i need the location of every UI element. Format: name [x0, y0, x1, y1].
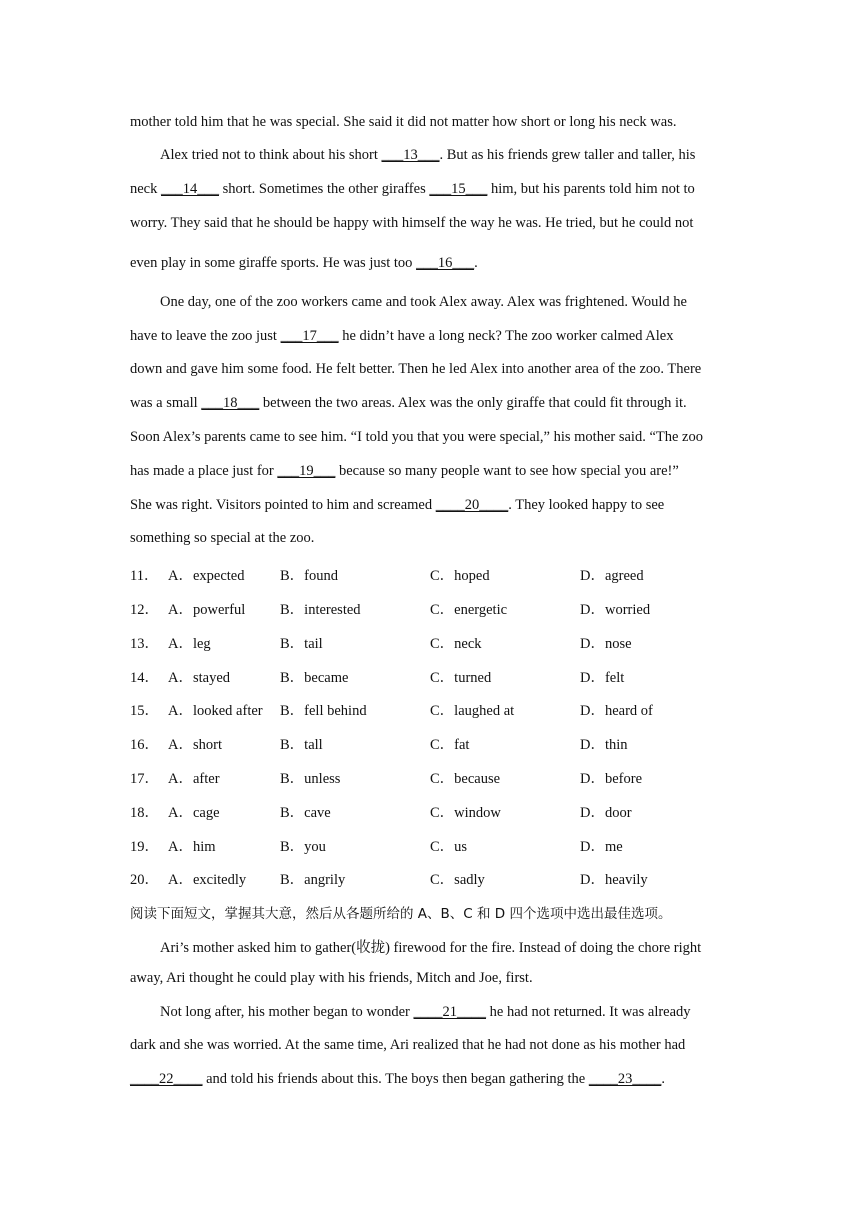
option-b[interactable]: B．tail: [280, 636, 323, 652]
text: he had not returned. It was already: [486, 1004, 691, 1020]
option-c[interactable]: C．us: [430, 839, 468, 855]
text: was a small: [130, 395, 202, 411]
option-a[interactable]: A．short: [168, 737, 222, 753]
option-c[interactable]: C．sadly: [430, 872, 485, 888]
option-a[interactable]: A．leg: [168, 636, 211, 652]
option-d[interactable]: D．heard of: [580, 703, 653, 719]
question-16: [130, 733, 750, 753]
text: She was right. Visitors pointed to him and screamed: [130, 497, 436, 513]
option-a[interactable]: A．after: [168, 771, 220, 787]
passage-line: [130, 361, 701, 378]
option-a[interactable]: A．cage: [168, 805, 220, 821]
option-d[interactable]: D．thin: [580, 737, 628, 753]
text: .: [661, 1071, 665, 1087]
question-number: 12．: [130, 602, 159, 618]
blank-16: ___16___: [416, 255, 475, 271]
question-number: 16．: [130, 737, 159, 753]
passage-line: [130, 429, 703, 446]
question-11: [130, 564, 750, 584]
question-15: [130, 699, 750, 719]
text: . But as his friends grew taller and taller, his: [439, 147, 696, 163]
blank-23: ____23____: [588, 1071, 662, 1087]
passage-line: [130, 181, 695, 198]
question-number: 18．: [130, 805, 159, 821]
passage-line: [130, 497, 664, 514]
option-d[interactable]: D．worried: [580, 602, 651, 618]
text: Ari’s mother asked him to gather(收拢) firewood for the fire. Instead of doing the chore right: [160, 940, 702, 956]
text: short. Sometimes the other giraffes: [219, 181, 430, 197]
option-a[interactable]: A．him: [168, 839, 216, 855]
section-instruction: 阅读下面短文，掌握其大意，然后从各题所给的 A、B、C 和 D 四个选项中选出最佳选项。: [130, 906, 672, 922]
text: him, but his parents told him not to: [487, 181, 695, 197]
question-number: 17．: [130, 771, 159, 787]
passage-line: [160, 294, 687, 311]
text: between the two areas. Alex was the only giraffe that could fit through it.: [259, 395, 687, 411]
passage-line: [160, 936, 701, 957]
option-c[interactable]: C．window: [430, 805, 501, 821]
text: Alex tried not to think about his short: [160, 147, 382, 163]
text: have to leave the zoo just: [130, 328, 281, 344]
question-13: [130, 632, 750, 652]
option-a[interactable]: A．looked after: [168, 703, 263, 719]
text: Not long after, his mother began to wonder: [160, 1004, 414, 1020]
option-b[interactable]: B．unless: [280, 771, 341, 787]
question-20: [130, 868, 750, 888]
option-d[interactable]: D．agreed: [580, 568, 644, 584]
text: dark and she was worried. At the same time, Ari realized that he had not done as his mother had: [130, 1037, 686, 1053]
question-19: [130, 835, 750, 855]
option-b[interactable]: B．found: [280, 568, 338, 584]
option-d[interactable]: D．me: [580, 839, 623, 855]
text: away, Ari thought he could play with his friends, Mitch and Joe, first.: [130, 970, 533, 986]
text: worry. They said that he should be happy with himself the way he was. He tried, but he could not: [130, 215, 694, 231]
option-c[interactable]: C．because: [430, 771, 501, 787]
text: he didn’t have a long neck? The zoo worker calmed Alex: [338, 328, 674, 344]
option-d[interactable]: D．door: [580, 805, 632, 821]
option-b[interactable]: B．tall: [280, 737, 323, 753]
passage-line: [130, 463, 679, 480]
question-18: [130, 801, 750, 821]
blank-22: ____22____: [130, 1071, 203, 1087]
passage-line: [130, 1071, 665, 1088]
passage-line: [130, 395, 687, 412]
text: has made a place just for: [130, 463, 278, 479]
text: something so special at the zoo.: [130, 530, 315, 546]
passage-line: [130, 215, 693, 232]
question-number: 13．: [130, 636, 159, 652]
passage-line: [160, 147, 695, 164]
option-b[interactable]: B．angrily: [280, 872, 346, 888]
option-c[interactable]: C．energetic: [430, 602, 508, 618]
question-14: [130, 666, 750, 686]
option-d[interactable]: D．heavily: [580, 872, 648, 888]
option-c[interactable]: C．fat: [430, 737, 470, 753]
blank-21: ____21____: [413, 1004, 487, 1020]
passage-line: [130, 328, 673, 345]
question-number: 19．: [130, 839, 159, 855]
option-b[interactable]: B．cave: [280, 805, 331, 821]
option-a[interactable]: A．excitedly: [168, 872, 247, 888]
question-number: 14．: [130, 670, 159, 686]
blank-19: ___19___: [277, 463, 336, 479]
blank-18: ___18___: [201, 395, 260, 411]
text: . They looked happy to see: [508, 497, 665, 513]
passage-line: [130, 255, 478, 272]
option-b[interactable]: B．interested: [280, 602, 361, 618]
blank-13: ___13___: [381, 147, 440, 163]
passage-line: [130, 1037, 685, 1054]
question-number: 15．: [130, 703, 159, 719]
question-number: 11．: [130, 568, 159, 584]
option-c[interactable]: C．neck: [430, 636, 482, 652]
option-d[interactable]: D．before: [580, 771, 643, 787]
question-17: [130, 767, 750, 787]
option-b[interactable]: B．you: [280, 839, 326, 855]
option-c[interactable]: C．turned: [430, 670, 492, 686]
blank-17: ___17___: [280, 328, 339, 344]
text: One day, one of the zoo workers came and took Alex away. Alex was frightened. Would he: [160, 294, 687, 310]
question-number: 20．: [130, 872, 159, 888]
text: .: [474, 255, 478, 271]
option-d[interactable]: D．nose: [580, 636, 632, 652]
text: because so many people want to see how special you are!”: [335, 463, 679, 479]
text: neck: [130, 181, 161, 197]
option-b[interactable]: B．became: [280, 670, 349, 686]
blank-20: ____20____: [435, 497, 509, 513]
option-b[interactable]: B．fell behind: [280, 703, 367, 719]
passage-line: [130, 114, 676, 131]
blank-15: ___15___: [429, 181, 488, 197]
text: and told his friends about this. The boys then began gathering the: [202, 1071, 589, 1087]
option-a[interactable]: A．expected: [168, 568, 245, 584]
text: down and gave him some food. He felt better. Then he led Alex into another area of the zoo. There: [130, 361, 702, 377]
option-d[interactable]: D．felt: [580, 670, 625, 686]
option-c[interactable]: C．laughed at: [430, 703, 515, 719]
text: mother told him that he was special. She said it did not matter how short or long his neck was.: [130, 114, 677, 130]
blank-14: ___14___: [161, 181, 219, 197]
question-12: [130, 598, 750, 618]
option-a[interactable]: A．powerful: [168, 602, 246, 618]
text: even play in some giraffe sports. He was just too: [130, 255, 417, 271]
passage-line: [160, 1004, 691, 1021]
text: Soon Alex’s parents came to see him. “I told you that you were special,” his mother said. “The zoo: [130, 429, 703, 445]
passage-line: [130, 530, 314, 547]
passage-line: [130, 970, 533, 987]
option-a[interactable]: A．stayed: [168, 670, 231, 686]
option-c[interactable]: C．hoped: [430, 568, 490, 584]
